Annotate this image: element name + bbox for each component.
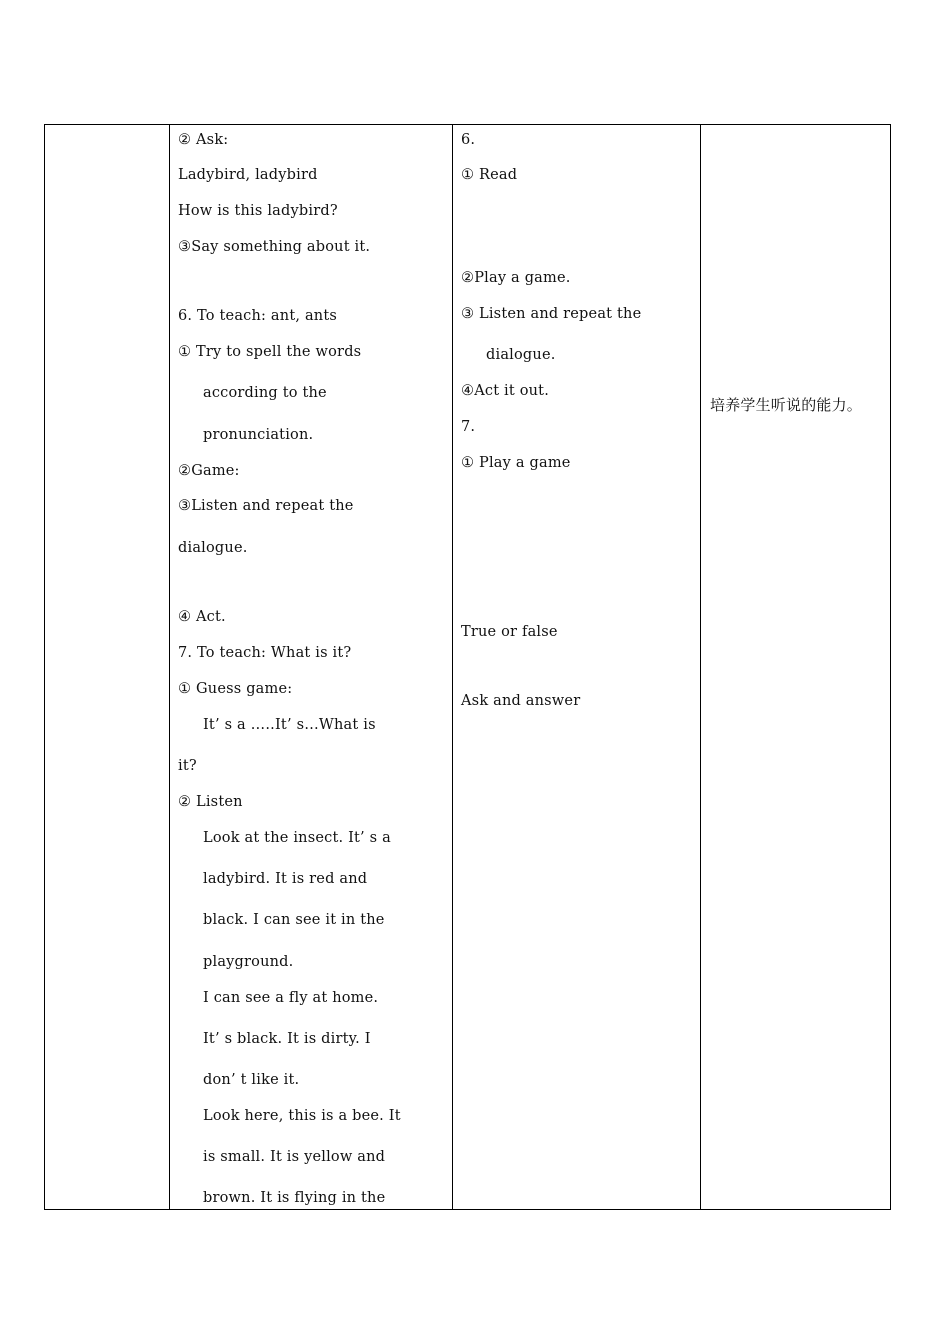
col3-line: 6.: [461, 132, 476, 148]
col3-line: 7.: [461, 419, 476, 435]
col3-line: dialogue.: [486, 347, 556, 363]
col3-line: ④Act it out.: [461, 383, 550, 399]
col2-line: don’ t like it.: [203, 1072, 300, 1088]
col3-line: ① Read: [461, 167, 518, 183]
col2-line: is small. It is yellow and: [203, 1149, 386, 1165]
col2-line: ③Say something about it.: [178, 239, 371, 255]
col2-line: black. I can see it in the: [203, 912, 385, 928]
col2-line: How is this ladybird?: [178, 203, 338, 219]
col3-line: Ask and answer: [461, 693, 581, 709]
col2-line: ① Try to spell the words: [178, 344, 362, 360]
col3-line: True or false: [461, 624, 558, 640]
col2-line: Look here, this is a bee. It: [203, 1108, 401, 1124]
col2-line: ④ Act.: [178, 609, 226, 625]
col2-line: it?: [178, 758, 197, 774]
col2-line: ③Listen and repeat the: [178, 498, 354, 514]
col2-line: according to the: [203, 385, 327, 401]
col3-line: ③ Listen and repeat the: [461, 306, 642, 322]
design-intent-text: 培养学生听说的能力。: [710, 396, 863, 414]
col2-line: It’ s a …..It’ s…What is: [203, 717, 376, 733]
col2-line: 6. To teach: ant, ants: [178, 308, 338, 324]
col2-line: dialogue.: [178, 540, 248, 556]
col2-line: ② Listen: [178, 794, 243, 810]
col3-line: ① Play a game: [461, 455, 571, 471]
col2-line: It’ s black. It is dirty. I: [203, 1031, 371, 1047]
col2-line: ②Game:: [178, 463, 240, 479]
col2-line: I can see a fly at home.: [203, 990, 379, 1006]
col2-line: pronunciation.: [203, 427, 314, 443]
col2-line: ② Ask:: [178, 132, 229, 148]
col2-line: ① Guess game:: [178, 681, 293, 697]
teacher-activity-column: [170, 125, 453, 1209]
col2-line: 7. To teach: What is it?: [178, 645, 352, 661]
col2-line: Look at the insect. It’ s a: [203, 830, 391, 846]
lesson-plan-table: [44, 124, 891, 1210]
col2-line: brown. It is flying in the: [203, 1190, 386, 1206]
col2-line: ladybird. It is red and: [203, 871, 368, 887]
design-intent-column: [701, 125, 890, 1209]
col3-line: ②Play a game.: [461, 270, 571, 286]
col2-line: Ladybird, ladybird: [178, 167, 318, 183]
table-column-1: [45, 125, 170, 1209]
student-activity-column: [453, 125, 701, 1209]
col2-line: playground.: [203, 954, 294, 970]
